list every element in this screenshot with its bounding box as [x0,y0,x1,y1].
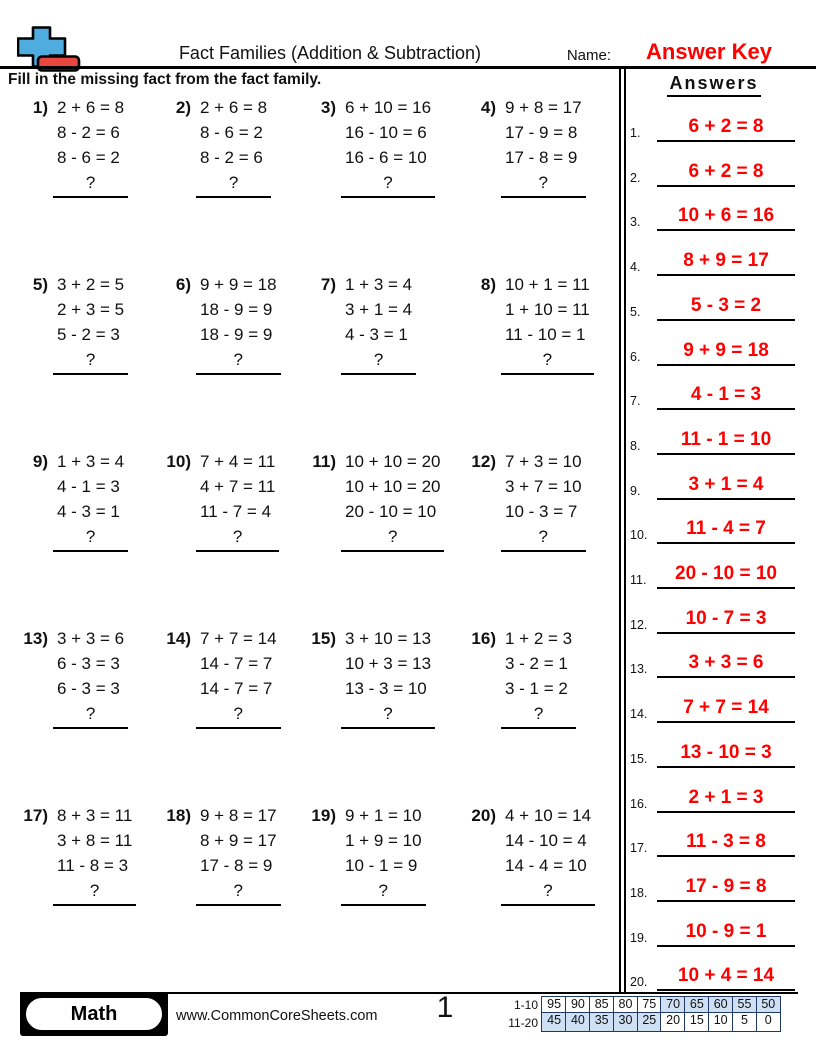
answer-row [630,336,796,366]
problem [15,449,124,552]
problem [303,626,431,729]
problem-number: 15) [311,629,336,648]
answer-number: 4. [630,260,641,275]
page-number: 1 [436,991,454,1024]
fact-family [345,803,422,906]
fact-line: 16 - 6 = 10 [345,148,427,167]
problem-number: 18) [166,806,191,825]
fact-line: 9 + 1 = 10 [345,806,422,825]
problem [463,449,582,552]
fact-family [57,803,132,906]
fact-line: 10 - 1 = 9 [345,856,418,875]
fact-line: 4 + 7 = 11 [200,477,276,496]
missing-fact-blank: ? [53,170,128,198]
problem [463,95,582,198]
answer-value: 10 + 4 = 14 [657,962,795,991]
problem [15,803,132,906]
answer-value: 13 - 10 = 3 [657,739,795,768]
missing-fact-blank: ? [53,878,136,906]
header-divider [0,66,816,69]
answer-row [630,738,796,768]
answer-row [630,201,796,231]
fact-line: 5 - 2 = 3 [57,325,120,344]
answer-row [630,604,796,634]
answer-row [630,827,796,857]
subject-badge-label: Math [25,997,163,1031]
score-cell: 30 [613,1012,638,1032]
answer-number: 8. [630,438,641,453]
problem-number: 3) [320,98,336,117]
fact-line: 2 + 6 = 8 [200,98,268,117]
fact-line: 1 + 10 = 11 [505,300,590,319]
fact-line: 3 - 1 = 2 [505,679,568,698]
fact-line: 10 + 3 = 13 [345,654,432,673]
fact-family [505,449,582,552]
problem [463,803,591,906]
fact-line: 8 + 3 = 11 [57,806,133,825]
answer-value: 11 - 4 = 7 [657,515,795,544]
answer-key-label: Answer Key [646,39,772,64]
fact-line: 3 + 10 = 13 [345,629,432,648]
answer-row [630,693,796,723]
answer-value: 20 - 10 = 10 [657,560,795,589]
fact-line: 9 + 9 = 18 [200,275,277,294]
fact-line: 4 - 3 = 1 [345,325,408,344]
answers-heading: Answers [628,73,800,94]
problem-number: 10) [166,452,191,471]
answer-row [630,112,796,142]
score-row [462,996,781,1014]
fact-line: 8 - 2 = 6 [57,123,120,142]
missing-fact-blank: ? [501,347,594,375]
fact-line: 1 + 2 = 3 [505,629,573,648]
answer-number: 7. [630,394,641,409]
answer-row [630,783,796,813]
page-title: Fact Families (Addition & Subtraction) [178,43,482,63]
problem-number: 2) [175,98,191,117]
problem-number: 1) [32,98,48,117]
fact-line: 17 - 8 = 9 [505,148,578,167]
problem-number: 14) [166,629,191,648]
missing-fact-blank: ? [341,347,416,375]
missing-fact-blank: ? [53,524,128,552]
fact-line: 2 + 3 = 5 [57,300,125,319]
missing-fact-blank: ? [53,347,128,375]
fact-line: 16 - 10 = 6 [345,123,427,142]
missing-fact-blank: ? [196,347,281,375]
score-cell: 75 [637,996,662,1014]
fact-line: 9 + 8 = 17 [200,806,277,825]
problem-number: 6) [175,275,191,294]
answer-value: 17 - 9 = 8 [657,873,795,902]
answer-value: 6 + 2 = 8 [657,158,795,187]
problem-number: 17) [23,806,48,825]
answer-number: 5. [630,304,641,319]
fact-family [345,272,412,375]
score-cell: 65 [684,996,709,1014]
answer-number: 14. [630,707,648,722]
missing-fact-blank: ? [196,524,279,552]
problem [303,272,412,375]
answer-number: 19. [630,930,648,945]
answer-number: 13. [630,662,648,677]
fact-line: 8 - 6 = 2 [200,123,263,142]
problem-number: 19) [311,806,336,825]
fact-family [57,272,124,375]
fact-line: 4 - 1 = 3 [57,477,120,496]
fact-line: 14 - 7 = 7 [200,679,273,698]
problem-number: 8) [480,275,496,294]
instruction-text: Fill in the missing fact from the fact family. [8,71,322,88]
fact-family [57,626,124,729]
fact-line: 1 + 9 = 10 [345,831,422,850]
fact-line: 10 - 3 = 7 [505,502,578,521]
fact-line: 9 + 8 = 17 [505,98,582,117]
answer-value: 10 + 6 = 16 [657,202,795,231]
score-table [462,996,781,1032]
answer-number: 20. [630,975,648,990]
fact-line: 3 + 3 = 6 [57,629,125,648]
answer-number: 3. [630,215,641,230]
answer-row [630,291,796,321]
problem [303,449,440,552]
problem-number: 4) [480,98,496,117]
fact-family [200,626,277,729]
fact-family [345,95,431,198]
fact-line: 7 + 4 = 11 [200,452,276,471]
answer-value: 10 - 7 = 3 [657,605,795,634]
answer-number: 17. [630,841,648,856]
fact-line: 11 - 10 = 1 [505,325,586,344]
answers-separator-line [619,68,621,993]
missing-fact-blank: ? [501,170,586,198]
fact-line: 20 - 10 = 10 [345,502,437,521]
missing-fact-blank: ? [53,701,128,729]
fact-line: 3 + 2 = 5 [57,275,125,294]
problem-number: 11) [312,452,336,471]
score-cell: 80 [613,996,638,1014]
fact-line: 3 - 2 = 1 [505,654,568,673]
fact-family [505,626,572,729]
answer-number: 12. [630,617,648,632]
missing-fact-blank: ? [196,701,281,729]
fact-line: 7 + 7 = 14 [200,629,277,648]
fact-line: 3 + 7 = 10 [505,477,582,496]
answer-row [630,872,796,902]
fact-family [57,95,124,198]
fact-line: 18 - 9 = 9 [200,300,273,319]
score-row-label: 1-10 [513,998,538,1012]
website-url: www.CommonCoreSheets.com [176,1008,378,1024]
missing-fact-blank: ? [196,170,271,198]
score-cell: 15 [684,1012,709,1032]
problem [158,626,277,729]
score-cell: 10 [708,1012,733,1032]
problem [463,626,572,729]
score-cell: 5 [732,1012,757,1032]
fact-line: 10 + 1 = 11 [505,275,590,294]
fact-line: 14 - 7 = 7 [200,654,273,673]
answer-value: 11 - 1 = 10 [657,426,795,455]
fact-line: 11 - 7 = 4 [200,502,272,521]
answer-number: 18. [630,885,648,900]
missing-fact-blank: ? [341,701,435,729]
fact-family [200,449,275,552]
fact-line: 6 - 3 = 3 [57,679,120,698]
answer-row [630,425,796,455]
missing-fact-blank: ? [341,878,426,906]
fact-family [200,803,277,906]
fact-line: 11 - 8 = 3 [57,856,129,875]
fact-line: 4 - 3 = 1 [57,502,120,521]
problem [158,272,277,375]
fact-line: 1 + 3 = 4 [345,275,413,294]
problem [15,626,124,729]
answer-row [630,157,796,187]
fact-line: 8 - 6 = 2 [57,148,120,167]
fact-family [505,272,590,375]
answer-row [630,648,796,678]
problem-number: 13) [23,629,48,648]
score-cell: 35 [589,1012,614,1032]
fact-line: 3 + 8 = 11 [57,831,133,850]
problem [303,95,431,198]
score-cell: 40 [565,1012,590,1032]
answer-value: 2 + 1 = 3 [657,784,795,813]
score-row-label: 11-20 [508,1016,538,1030]
missing-fact-blank: ? [341,524,444,552]
fact-family [505,803,591,906]
fact-line: 6 - 3 = 3 [57,654,120,673]
answer-value: 6 + 2 = 8 [657,113,795,142]
answer-row [630,514,796,544]
problem [15,272,124,375]
answer-value: 4 - 1 = 3 [657,381,795,410]
fact-family [345,449,440,552]
answers-separator-line [624,68,626,993]
missing-fact-blank: ? [501,524,586,552]
problem [158,449,275,552]
answer-number: 2. [630,170,641,185]
fact-line: 17 - 8 = 9 [200,856,273,875]
answer-number: 16. [630,796,648,811]
answer-value: 9 + 9 = 18 [657,337,795,366]
score-cell: 20 [660,1012,685,1032]
answer-number: 11. [630,573,647,587]
answer-number: 15. [630,751,648,766]
missing-fact-blank: ? [341,170,435,198]
score-cell: 60 [708,996,733,1014]
problem-number: 5) [32,275,48,294]
score-cell: 70 [660,996,685,1014]
fact-family [57,449,124,552]
problem-number: 7) [320,275,336,294]
answer-row [630,917,796,947]
missing-fact-blank: ? [196,878,281,906]
fact-line: 8 - 2 = 6 [200,148,263,167]
answer-value: 8 + 9 = 17 [657,247,795,276]
score-cell: 85 [589,996,614,1014]
fact-line: 8 + 9 = 17 [200,831,277,850]
fact-line: 7 + 3 = 10 [505,452,582,471]
fact-line: 13 - 3 = 10 [345,679,427,698]
fact-line: 14 - 10 = 4 [505,831,587,850]
fact-line: 2 + 6 = 8 [57,98,125,117]
score-cell: 0 [756,1012,781,1032]
fact-family [200,272,277,375]
answer-value: 3 + 1 = 4 [657,471,795,500]
subject-badge [20,992,168,1036]
fact-family [200,95,267,198]
fact-line: 3 + 1 = 4 [345,300,413,319]
name-label: Name: [566,47,611,64]
score-cell: 45 [541,1012,566,1032]
fact-family [505,95,582,198]
score-cell: 95 [541,996,566,1014]
problem [463,272,590,375]
answer-value: 5 - 3 = 2 [657,292,795,321]
answer-row [630,961,796,991]
problem-number: 20) [471,806,496,825]
fact-line: 18 - 9 = 9 [200,325,273,344]
problem [15,95,124,198]
answer-number: 10. [630,528,648,543]
answer-number: 6. [630,349,641,364]
score-cell: 25 [637,1012,662,1032]
answer-number: 9. [630,483,641,498]
score-cell: 90 [565,996,590,1014]
problem-number: 12) [471,452,496,471]
answer-number: 1. [630,126,641,140]
answer-value: 3 + 3 = 6 [657,649,795,678]
score-cell: 50 [756,996,781,1014]
answer-value: 10 - 9 = 1 [657,918,795,947]
problem [158,803,277,906]
problem [158,95,267,198]
fact-line: 6 + 10 = 16 [345,98,432,117]
problem-number: 16) [471,629,496,648]
answer-row [630,380,796,410]
missing-fact-blank: ? [501,701,576,729]
fact-line: 10 + 10 = 20 [345,452,441,471]
score-row [462,1014,781,1032]
answer-value: 11 - 3 = 8 [657,828,795,857]
problem [303,803,422,906]
answer-row [630,559,796,589]
fact-line: 14 - 4 = 10 [505,856,587,875]
problem-number: 9) [32,452,48,471]
score-cell: 55 [732,996,757,1014]
missing-fact-blank: ? [501,878,595,906]
fact-line: 10 + 10 = 20 [345,477,441,496]
answer-row [630,470,796,500]
answer-value: 7 + 7 = 14 [657,694,795,723]
fact-line: 1 + 3 = 4 [57,452,125,471]
fact-line: 4 + 10 = 14 [505,806,592,825]
fact-family [345,626,431,729]
fact-line: 17 - 9 = 8 [505,123,578,142]
answer-row [630,246,796,276]
